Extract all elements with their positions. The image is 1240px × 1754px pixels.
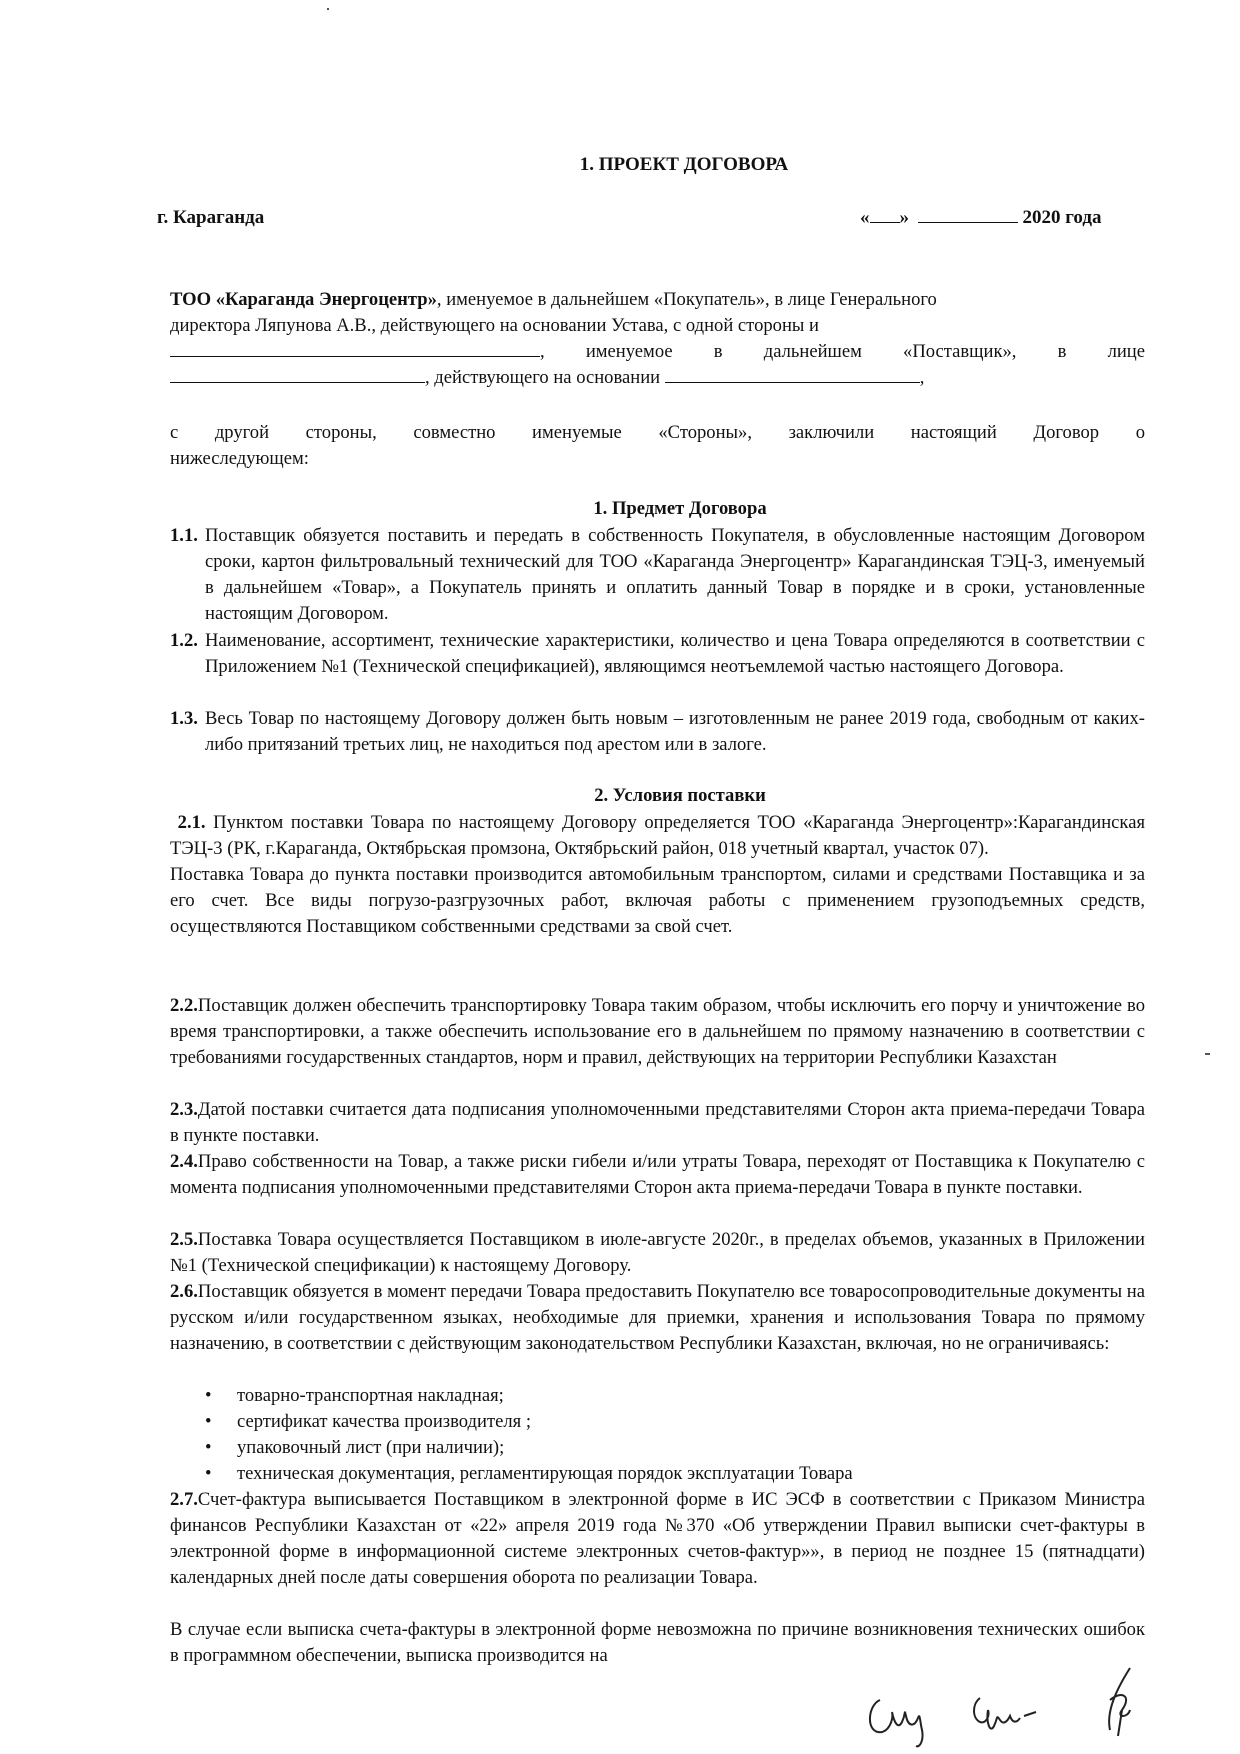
month-blank: [918, 207, 1018, 223]
clause-2-7-continued: В случае если выписка счета-фактуры в электронной форме невозможна по причине возникновения технических ошибок в программном обеспечении, выписка производится на: [170, 1619, 1145, 1666]
clause-2-2: 2.2.Поставщик должен обеспечить транспортировку Товара таким образом, чтобы исключить его порчу и уничтожение во время транспортировки, а также обеспечить использование его в дальнейшем по прямому назначению в соответствии с требованиями государственных стандартов, норм и правил, действующих на территории Республики Казахстан: [170, 995, 1145, 1068]
clause-2-7: 2.7.Счет-фактура выписывается Поставщиком в электронной форме в ИС ЭСФ в соответствии с Приказом Министра финансов Республики Казахстан от «22» апреля 2019 года №370 «Об утверждении Правил выписки счет-фактуры в электронной форме в информационной системе электронных счетов-фактур»», в период не позднее 15 (пятнадцати) календарных дней после даты совершения оборота по реализации Товара.: [170, 1489, 1145, 1588]
section-2-heading: 2. Условия поставки: [594, 785, 766, 806]
signature-1-icon: [870, 1700, 923, 1746]
clause-2-3: 2.3.Датой поставки считается дата подписания уполномоченными представителями Сторон акта приема-передачи Товара в пункте поставки.: [170, 1099, 1145, 1146]
bullet-item: • сертификат качества производителя ;: [205, 1411, 531, 1432]
clause-1-2: 1.2. Наименование, ассортимент, технические характеристики, количество и цена Товара определяются в соответствии с Приложением №1 (Технической спецификацией), являющимся неотъемлемой частью настоящего Договора.: [170, 630, 1145, 677]
section-1-heading: 1. Предмет Договора: [593, 498, 767, 519]
document-title: 1. ПРОЕКТ ДОГОВОРА: [579, 154, 789, 175]
clause-1-1: 1.1. Поставщик обязуется поставить и передать в собственность Покупателя, в обусловленные настоящим Договором сроки, картон фильтровальный технический для ТОО «Караганда Энергоцентр» Карагандинская ТЭЦ-3, именуемый в дальнейшем «Товар», а Покупатель принять и оплатить данный Товар в порядке и в сроки, установленные настоящим Договором.: [170, 525, 1145, 624]
day-blank: [870, 207, 900, 223]
clause-2-6: 2.6.Поставщик обязуется в момент передачи Товара предоставить Покупателю все товаросопроводительные документы на русском и/или государственном языках, необходимые для приемки, хранения и использования Товара по прямому назначению, в соответствии с действующим законодательством Республики Казахстан, включая, но не ограничиваясь:: [170, 1281, 1145, 1354]
signature-3-icon: [1109, 1668, 1130, 1736]
clause-2-1: 2.1. Пунктом поставки Товара по настоящему Договору определяется ТОО «Караганда Энергоцентр»:Карагандинская ТЭЦ-3 (РК, г.Караганда, Октябрьская промзона, Октябрьский район, 018 учетный квартал, участок 07). Поставка Товара до пункта поставки производится автомобильным транспортом, силами и средствами Поставщика и за его счет. Все виды погрузо-разгрузочных работ, включая работы с применением грузоподъемных средств, осуществляются Поставщиком собственными средствами за свой счет.: [170, 812, 1145, 937]
bullet-item: • техническая документация, регламентирующая порядок эксплуатации Товара: [205, 1463, 853, 1484]
scan-speck: [1205, 1053, 1210, 1055]
bullet-item: • товарно-транспортная накладная;: [205, 1385, 504, 1406]
scan-speck: [327, 8, 329, 10]
preamble-end: с другой стороны, совместно именуемые «Стороны», заключили настоящий Договор о нижеследующем:: [170, 422, 1145, 469]
city: г. Караганда: [157, 207, 265, 228]
clause-2-4: 2.4.Право собственности на Товар, а также риски гибели и/или утраты Товара, переходят от Поставщика к Покупателю с момента подписания уполномоченными представителями Сторон акта приема-передачи Товара в пункте поставки.: [170, 1151, 1145, 1198]
supplier-name-blank: [170, 339, 540, 357]
clause-1-3: 1.3. Весь Товар по настоящему Договору должен быть новым – изготовленным не ранее 2019 года, свободным от каких-либо притязаний третьих лиц, не находиться под арестом или в залоге.: [170, 708, 1145, 755]
clause-2-5: 2.5.Поставка Товара осуществляется Поставщиком в июле-августе 2020г., в пределах объемов, указанных в Приложении №1 (Технической спецификации) к настоящему Договору.: [170, 1229, 1145, 1276]
signature-2-icon: [974, 1698, 1036, 1729]
representative-blank: [170, 365, 425, 383]
contract-date: « » 2020 года: [860, 207, 1102, 228]
basis-blank: [665, 365, 920, 383]
bullet-item: • упаковочный лист (при наличии);: [205, 1437, 505, 1458]
preamble: ТОО «Караганда Энергоцентр», именуемое в дальнейшем «Покупатель», в лице Генерального директора Ляпунова А.В., действующего на основании Устава, с одной стороны и , именуемое в дальнейшем «Поставщик», в лице , действующего на основании ,: [170, 289, 1145, 388]
signatures: [860, 1660, 1190, 1750]
